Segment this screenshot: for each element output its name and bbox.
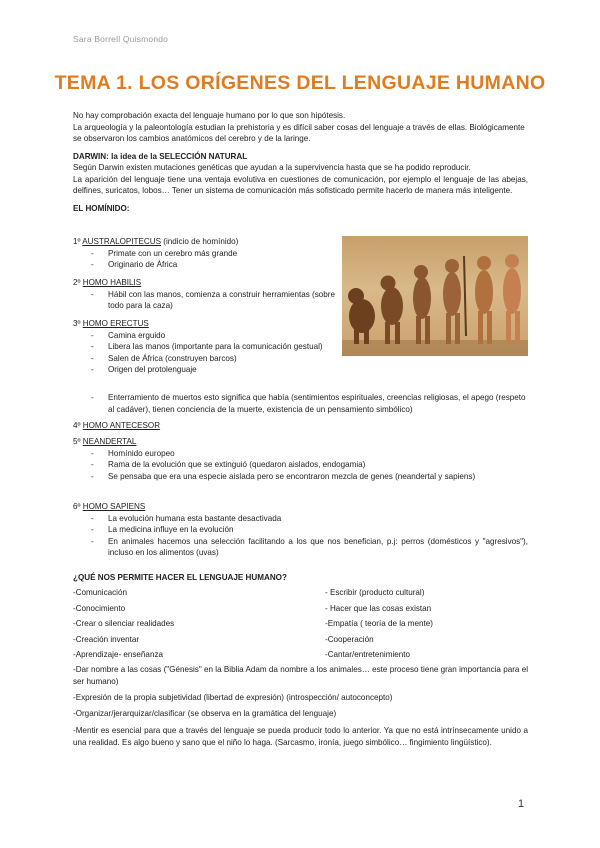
- hominid-2-name: HOMO HABILIS: [82, 278, 142, 287]
- hominid-3: [73, 318, 335, 376]
- extra-item-1: -Dar nombre a las cosas ("Génesis" en la Biblia Adam da nombre a los animales… este proceso tiene gran importancia para el ser humano): [73, 665, 528, 686]
- list-item: - Primate con un cerebro más grande: [73, 248, 335, 260]
- hominid-4: [73, 420, 528, 432]
- list-item: -Cantar/entretenimiento: [325, 650, 411, 659]
- hominid-1: [73, 236, 335, 271]
- list-item: - Escribir (producto cultural): [325, 588, 425, 597]
- hominid-1-name: AUSTRALOPITECUS: [82, 237, 161, 246]
- intro-line-2: La arqueología y la paleontología estudian la prehistoria y es difícil saber cosas del lenguaje a través de ellas. Biológicamente se observaron los cambios anatómicos del cerebro y de la laringe.: [73, 122, 525, 143]
- extra-item-3: -Organizar/jerarquizar/clasificar (se observa en la gramática del lenguaje): [73, 709, 337, 718]
- list-item: - Se pensaba que era una especie aislada pero se encontraron mezcla de genes (neandertal y sapiens): [73, 471, 528, 483]
- list-item: -Empatía ( teoría de la mente): [325, 619, 433, 628]
- hominid-heading: EL HOMÍNIDO:: [73, 203, 130, 213]
- darwin-heading: DARWIN: la idea de la SELECCIÓN NATURAL: [73, 151, 248, 161]
- hominid-3-last: [73, 392, 528, 415]
- list-item: -Cooperación: [325, 634, 374, 644]
- hominid-6-name: HOMO SAPIENS: [82, 502, 146, 511]
- intro-line-1: No hay comprobación exacta del lenguaje humano por lo que son hipótesis.: [73, 111, 346, 120]
- hominid-1-note: (indicio de homínido): [161, 237, 239, 246]
- list-item: - Origen del protolenguaje: [73, 364, 335, 376]
- intro-section: [73, 110, 528, 214]
- darwin-line-2: La aparición del lenguaje tiene una ventaja evolutiva en cuestiones de comunicación, por ejemplo el lenguaje de las abejas, delfines, suricatos, lobos… Tener un sistema de comunicación más sofisticado permite hacerlo de manera más inteligente.: [73, 174, 528, 195]
- list-item: - Hábil con las manos, comienza a construir herramientas (sobre todo para la caza): [73, 289, 335, 312]
- hominid-1-number: 1º: [73, 237, 81, 246]
- hominid-3-number: 3º: [73, 319, 81, 328]
- list-item: - Camina erguido: [73, 330, 335, 342]
- capabilities-list: [73, 588, 528, 666]
- hominid-5-name: NEANDERTAL: [82, 437, 137, 446]
- hominid-6: [73, 501, 528, 559]
- list-item: - Originario de África: [73, 259, 335, 271]
- list-item: - La evolución humana esta bastante desactivada: [73, 513, 528, 525]
- extra-item-4: -Mentir es esencial para que a través del lenguaje se pueda producir todo lo anterior. Ya que no está intrínsecamente unido a una realidad. Es algo bueno y sano que el niño lo haga. (Sarcasmo, ironía, juego simbólico… fingimiento lingüístico).: [73, 726, 528, 747]
- list-item: - Hacer que las cosas existan: [325, 603, 432, 613]
- question-heading: ¿QUÉ NOS PERMITE HACER EL LENGUAJE HUMANO?: [73, 573, 287, 582]
- evolution-figures-icon: [342, 236, 528, 356]
- list-item: - Enterramiento de muertos esto significa que había (sentimientos espirituales, creencias religiosas, el apego (respeto al cadáver), tienen conciencia de la muerte, existencia de un pensamiento simbólico): [73, 392, 528, 415]
- list-item: -Conocimiento: [73, 603, 126, 613]
- hominid-3-name: HOMO ERECTUS: [82, 319, 149, 328]
- hominid-4-number: 4º: [73, 421, 81, 430]
- list-item: -Creación inventar: [73, 634, 140, 644]
- hominid-5-number: 5º: [73, 437, 81, 446]
- hominid-2: [73, 277, 335, 312]
- hominid-4-name: HOMO ANTECESOR: [82, 421, 161, 430]
- list-item: -Aprendizaje- enseñanza: [73, 650, 163, 659]
- list-item: -Comunicación: [73, 588, 127, 597]
- hominid-2-number: 2º: [73, 278, 81, 287]
- list-item: - La medicina influye en la evolución: [73, 524, 528, 536]
- page-title: TEMA 1. LOS ORÍGENES DEL LENGUAJE HUMANO: [54, 72, 546, 94]
- hominid-6-number: 6º: [73, 502, 81, 511]
- list-item: - Salen de África (construyen barcos): [73, 353, 335, 365]
- evolution-illustration: [342, 236, 528, 356]
- list-item: - Rama de la evolución que se extinguió (quedaron aislados, endogamia): [73, 459, 528, 471]
- list-item: -Crear o silenciar realidades: [73, 619, 175, 628]
- extra-item-2: -Expresión de la propia subjetividad (libertad de expresión) (introspección/ autoconcepto): [73, 693, 393, 702]
- list-item: - Homínido europeo: [73, 448, 528, 460]
- list-item: - En animales hacemos una selección facilitando a los que nos benefician, p.j: perros (domésticos y "agresivos"), incluso en los alimentos (uvas): [73, 536, 528, 559]
- darwin-line-1: Según Darwin existen mutaciones genéticas que ayudan a la supervivencia hasta que se ha podido reproducir.: [73, 163, 471, 172]
- hominid-5: [73, 436, 528, 482]
- list-item: - Libera las manos (importante para la comunicación gestual): [73, 341, 335, 353]
- page-number: 1: [518, 798, 525, 810]
- page-author: Sara Borrell Quismondo: [73, 34, 169, 44]
